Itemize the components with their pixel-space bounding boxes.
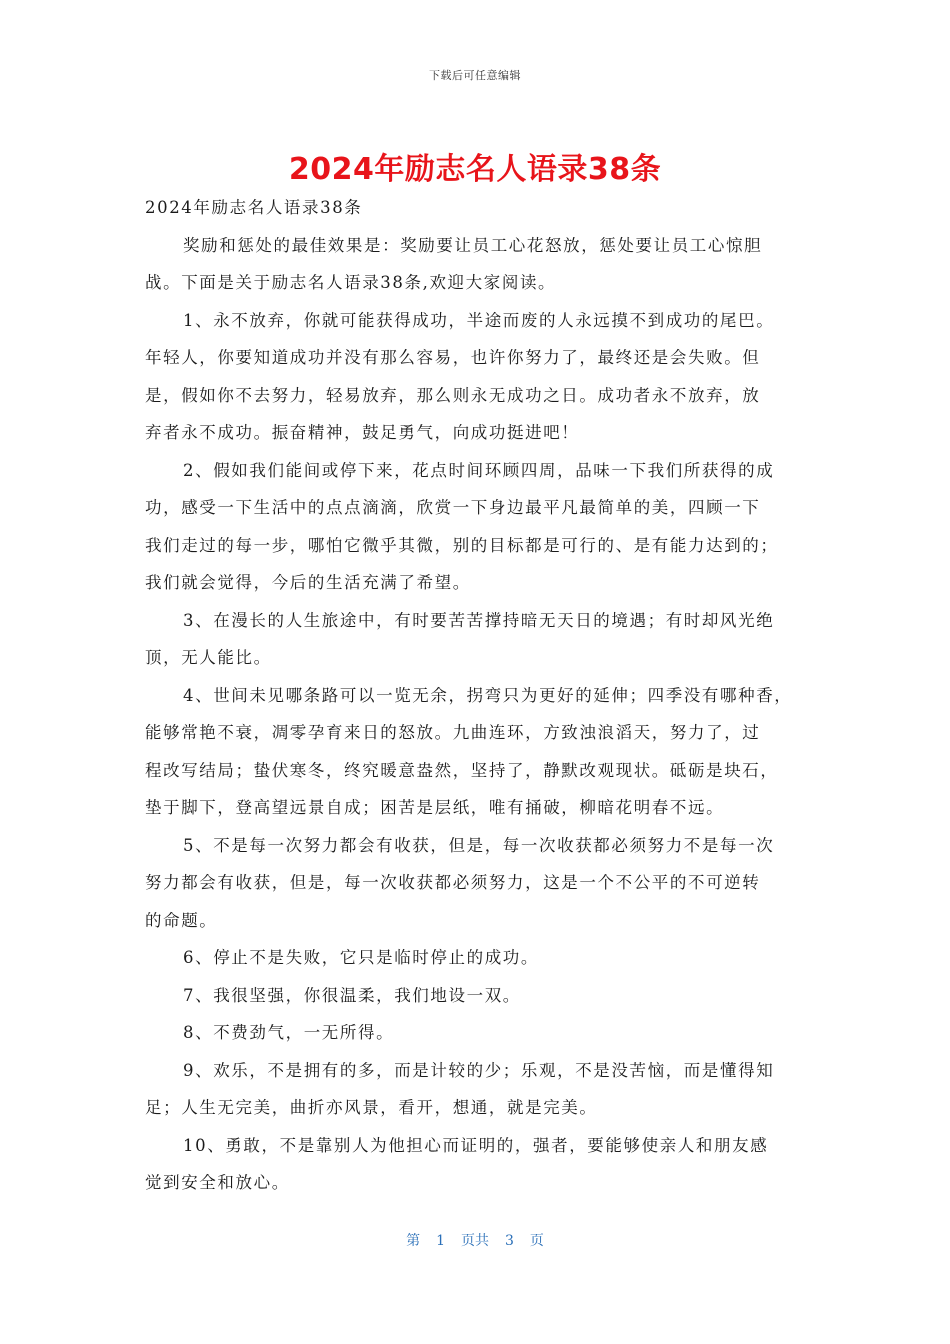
footer-page-suffix: 页 [529, 1233, 544, 1249]
body-line: 我们就会觉得，今后的生活充满了希望。 [145, 573, 471, 592]
body-line: 2、假如我们能间或停下来，花点时间环顾四周，品味一下我们所获得的成 [183, 460, 775, 480]
body-line: 1、永不放弃，你就可能获得成功，半途而废的人永远摸不到成功的尾巴。 [183, 310, 775, 330]
body-line: 垫于脚下，登高望远景自成；困苦是层纸，唯有捅破，柳暗花明春不远。 [145, 798, 725, 817]
footer-total-prefix: 页共 [461, 1233, 489, 1249]
body-line: 3、在漫长的人生旅途中，有时要苦苦撑持暗无天日的境遇；有时却风光绝 [183, 610, 775, 630]
body-line: 7、我很坚强，你很温柔，我们地设一双。 [183, 985, 521, 1005]
body-line: 足；人生无完美，曲折亦风景，看开，想通，就是完美。 [145, 1098, 598, 1117]
page-footer [0, 1230, 950, 1250]
body-line: 弃者永不成功。振奋精神，鼓足勇气，向成功挺进吧！ [145, 423, 580, 442]
header-note: 下载后可任意编辑 [429, 69, 521, 82]
body-line: 8、不费劲气，一无所得。 [183, 1023, 395, 1042]
body-line: 年轻人，你要知道成功并没有那么容易，也许你努力了，最终还是会失败。但 [145, 348, 761, 367]
body-line: 程改写结局；蛰伏寒冬，终究暖意盎然，坚持了，静默改观现状。砥砺是块石， [145, 760, 779, 780]
document-title: 2024年励志名人语录38条 [288, 152, 662, 187]
body-line: 是，假如你不去努力，轻易放弃，那么则永无成功之日。成功者永不放弃，放 [145, 385, 761, 405]
body-line: 我们走过的每一步，哪怕它微乎其微，别的目标都是可行的、是有能力达到的； [145, 535, 779, 555]
footer-total-pages: 3 [505, 1233, 514, 1249]
body-line: 战。下面是关于励志名人语录38条,欢迎大家阅读。 [145, 273, 557, 292]
footer-page-number: 1 [436, 1233, 445, 1249]
body-line: 6、停止不是失败，它只是临时停止的成功。 [183, 948, 539, 967]
body-line: 奖励和惩处的最佳效果是：奖励要让员工心花怒放，惩处要让员工心惊胆 [183, 235, 763, 255]
body-line: 觉到安全和放心。 [145, 1173, 290, 1192]
footer-page-label: 第 [406, 1233, 421, 1249]
body-line: 功，感受一下生活中的点点滴滴，欣赏一下身边最平凡最简单的美，四顾一下 [145, 498, 761, 517]
body-line: 10、勇敢，不是靠别人为他担心而证明的，强者，要能够使亲人和朋友感 [183, 1135, 769, 1155]
body-line: 5、不是每一次努力都会有收获，但是，每一次收获都必须努力不是每一次 [183, 835, 775, 855]
document-body [145, 196, 809, 1209]
body-line: 2024年励志名人语录38条 [145, 198, 363, 217]
body-line: 的命题。 [145, 910, 218, 930]
body-line: 4、世间未见哪条路可以一览无余，拐弯只为更好的延伸；四季没有哪种香， [183, 685, 793, 705]
body-line: 努力都会有收获，但是，每一次收获都必须努力，这是一个不公平的不可逆转 [145, 873, 761, 892]
body-line: 9、欢乐，不是拥有的多，而是计较的少；乐观，不是没苦恼，而是懂得知 [183, 1060, 775, 1080]
body-line: 能够常艳不衰，凋零孕育来日的怒放。九曲连环，方致浊浪滔天，努力了，过 [145, 723, 761, 742]
body-line: 顶，无人能比。 [145, 648, 272, 667]
